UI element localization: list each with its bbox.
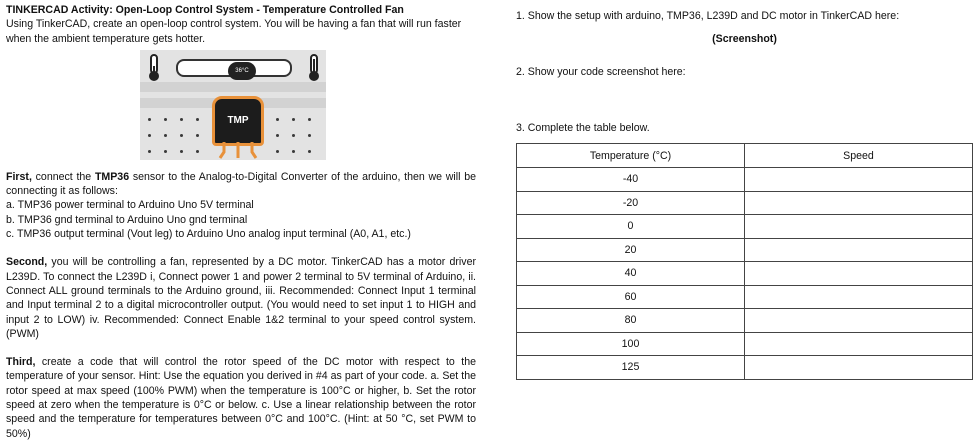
hot-thermometer-icon (306, 54, 322, 82)
breadboard-hole (148, 150, 151, 153)
first-sensor-name: TMP36 (94, 170, 130, 183)
table-row (517, 215, 973, 239)
table-row (517, 168, 973, 192)
tmp36-illustration (134, 50, 326, 160)
third-lead: Third, (6, 356, 36, 369)
breadboard-hole (164, 118, 167, 121)
breadboard-hole (180, 150, 183, 153)
third-paragraph (6, 355, 476, 441)
second-text: you will be controlling a fan, represented by a DC motor. TinkerCAD has a motor driver L239D. To connect the L239D i, Connect power 1 and power 2 terminal to 5V terminal of Arduino, ii. Connect ALL ground terminals to the Arduino ground, iii. Recommended: Connect Input 1 terminal and Input terminal 2 to a digital microcontroller output. (You would need to set input 1 to HIGH and input 2 to LOW) iv. Recommended: Connect Enable 1&2 terminal to your speed control system. (PWM) (6, 256, 476, 340)
question-1: 1. Show the setup with arduino, TMP36, L239D and DC motor in TinkerCAD here: (516, 10, 900, 22)
first-text-a: connect the (31, 170, 95, 183)
table-header-row (517, 144, 973, 168)
second-paragraph (6, 255, 476, 341)
temperature-cell: -20 (517, 191, 745, 215)
list-item: c. TMP36 output terminal (Vout leg) to Arduino Uno analog input terminal (A0, A1, etc.) (6, 228, 411, 241)
breadboard-hole (292, 118, 295, 121)
first-text-b: sensor to the Analog-to-Digital Converter of the arduino, then we will be connecting it as follows: (6, 170, 476, 198)
temperature-cell: 0 (517, 215, 745, 239)
breadboard-hole (308, 134, 311, 137)
sensor-legs (218, 142, 258, 160)
breadboard-rail (140, 82, 326, 92)
temperature-speed-table (516, 143, 973, 380)
breadboard-hole (196, 118, 199, 121)
third-text: create a code that will control the rotor speed of the DC motor with respect to the temperature of your sensor. Hint: Use the equation you derived in #4 as part of your code. a. Set the rotor speed at max speed (100% PWM) when the temperature is 100°C or higher, b. Set the rotor speed at zero when the temperature is 0°C or below. c. Use a linear relationship between the rotor speed and the temperature for temperatures between 0°C and 100°C. (Hint: at 50 °C, set PWM to 50%) (6, 356, 476, 440)
temperature-cell: 125 (517, 356, 745, 380)
breadboard-hole (292, 134, 295, 137)
speed-cell[interactable] (745, 191, 973, 215)
breadboard-hole (196, 134, 199, 137)
second-lead: Second, (6, 256, 48, 269)
question-2: 2. Show your code screenshot here: (516, 66, 686, 78)
intro-text: Using TinkerCAD, create an open-loop control system. You will be having a fan that will run faster when the ambient temperature gets hotter. (6, 18, 462, 45)
table-row (517, 309, 973, 333)
table-row (517, 332, 973, 356)
temperature-cell: 60 (517, 285, 745, 309)
breadboard-hole (148, 134, 151, 137)
speed-cell[interactable] (745, 238, 973, 262)
breadboard-hole (148, 118, 151, 121)
speed-cell[interactable] (745, 332, 973, 356)
temperature-cell: -40 (517, 168, 745, 192)
breadboard-hole (292, 150, 295, 153)
screenshot-placeholder: (Screenshot) (712, 33, 777, 45)
speed-cell[interactable] (745, 285, 973, 309)
question-3: 3. Complete the table below. (516, 122, 650, 134)
speed-header: Speed (745, 144, 973, 168)
instructions-column (6, 3, 476, 441)
temperature-cell: 100 (517, 332, 745, 356)
table-row (517, 191, 973, 215)
breadboard-hole (164, 134, 167, 137)
temperature-cell: 80 (517, 309, 745, 333)
table-row (517, 262, 973, 286)
activity-title: TINKERCAD Activity: Open-Loop Control System - Temperature Controlled Fan (6, 4, 404, 16)
first-lead: First, (6, 170, 32, 183)
breadboard-hole (164, 150, 167, 153)
first-paragraph (6, 170, 476, 199)
cold-thermometer-icon (146, 54, 162, 82)
breadboard-hole (196, 150, 199, 153)
speed-cell[interactable] (745, 168, 973, 192)
table-row (517, 285, 973, 309)
list-item: a. TMP36 power terminal to Arduino Uno 5V terminal (6, 199, 254, 212)
speed-cell[interactable] (745, 262, 973, 286)
table-row (517, 238, 973, 262)
temperature-slider (176, 59, 292, 77)
speed-cell[interactable] (745, 215, 973, 239)
breadboard-hole (308, 150, 311, 153)
breadboard-hole (276, 118, 279, 121)
breadboard-hole (180, 134, 183, 137)
breadboard-hole (308, 118, 311, 121)
speed-cell[interactable] (745, 356, 973, 380)
temperature-cell: 20 (517, 238, 745, 262)
tmp36-sensor: TMP (212, 96, 264, 146)
temperature-header: Temperature (°C) (517, 144, 745, 168)
table-row (517, 356, 973, 380)
list-item: b. TMP36 gnd terminal to Arduino Uno gnd terminal (6, 213, 248, 226)
speed-cell[interactable] (745, 309, 973, 333)
breadboard-hole (276, 150, 279, 153)
temperature-cell: 40 (517, 262, 745, 286)
breadboard-hole (276, 134, 279, 137)
breadboard-hole (180, 118, 183, 121)
slider-knob: 36°C (228, 62, 256, 80)
